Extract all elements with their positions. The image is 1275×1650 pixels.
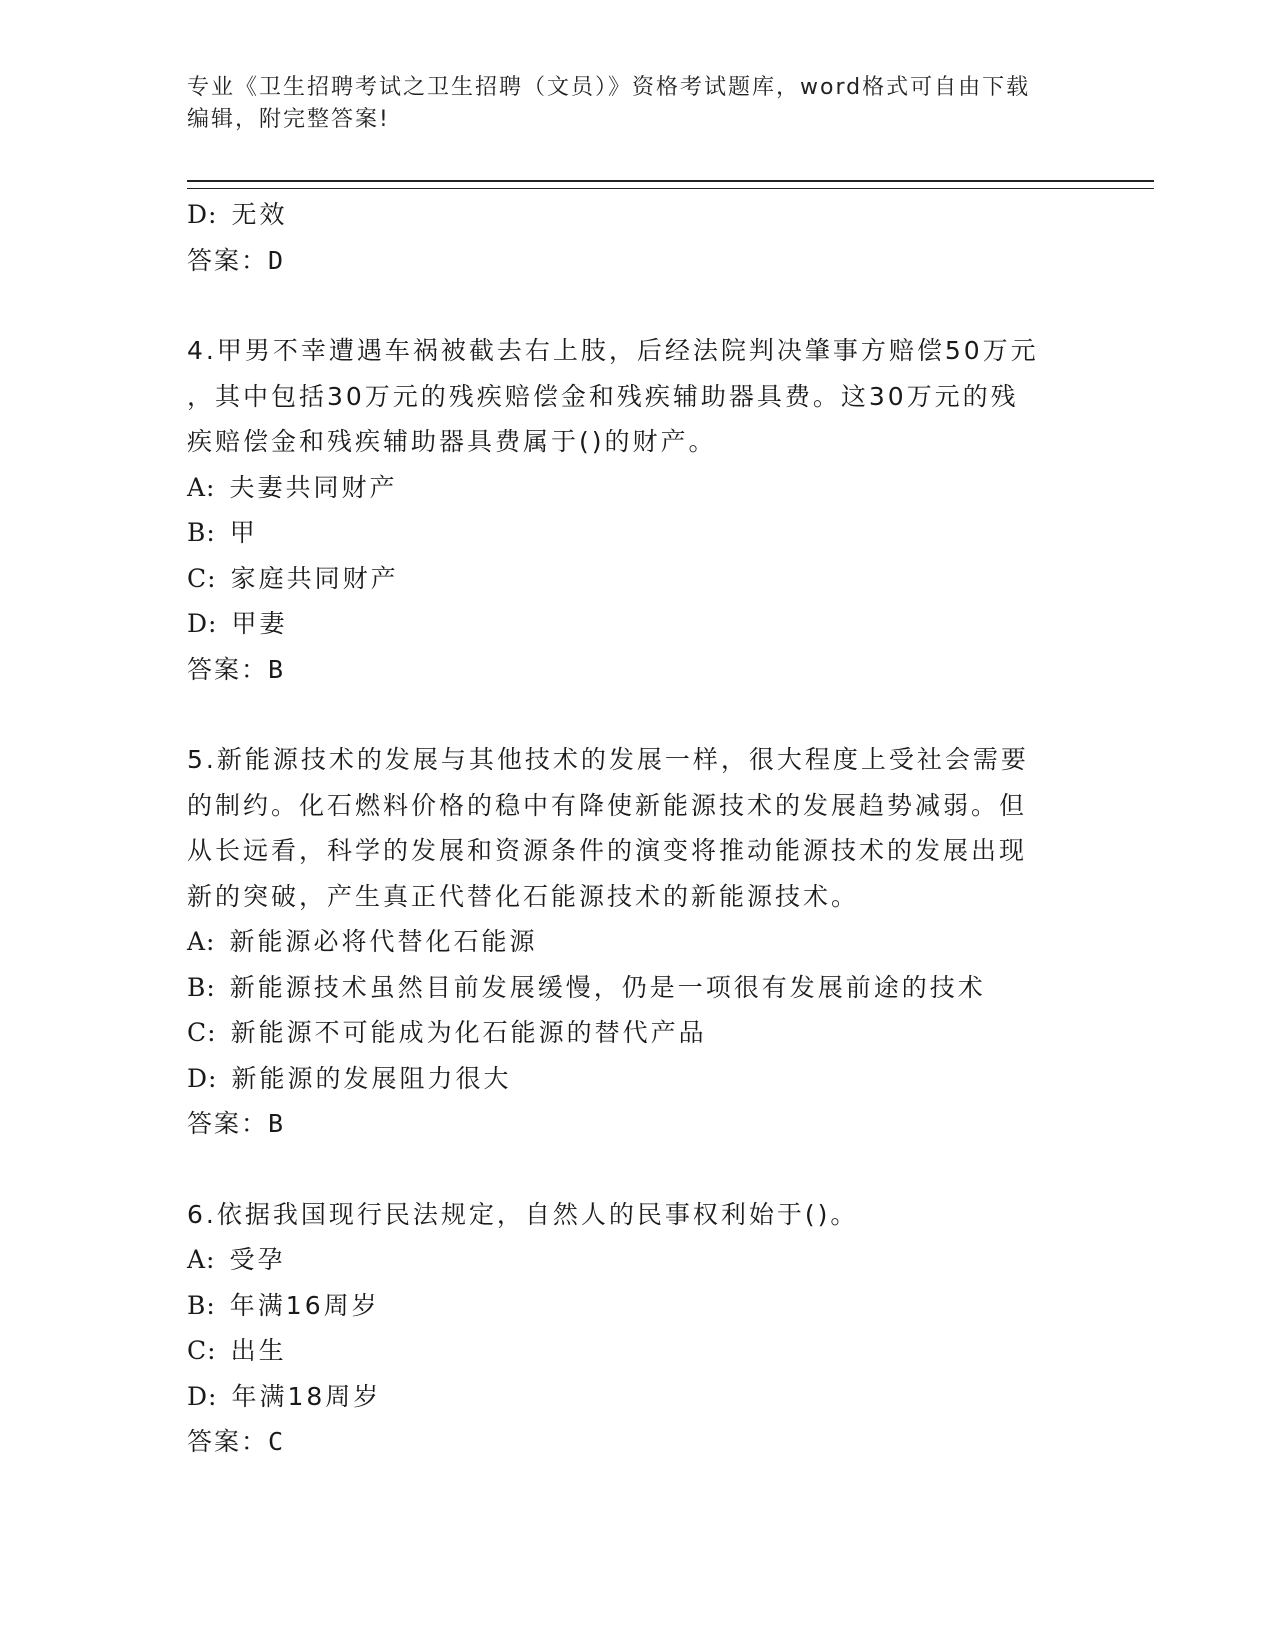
option-key: A: (187, 472, 216, 502)
option-text: 受孕 (229, 1245, 286, 1274)
option-text: 甲妻 (231, 609, 288, 638)
option-a (187, 1237, 1087, 1283)
option-d (187, 601, 1087, 647)
option-text: 夫妻共同财产 (229, 472, 398, 502)
spacer (187, 1147, 1087, 1192)
option-text: 年满16周岁 (229, 1290, 380, 1320)
option-d (187, 1056, 1087, 1102)
option-a (187, 465, 1087, 511)
option-text: 出生 (230, 1336, 287, 1365)
header-line-2: 编辑，附完整答案! (187, 107, 390, 132)
option-b (187, 510, 1087, 556)
option-d (187, 1374, 1087, 1420)
option-text: 无效 (231, 200, 288, 229)
header-line-1: 专业《卫生招聘考试之卫生招聘（文员）》资格考试题库，word格式可自由下载 (187, 75, 1031, 100)
answer-value: B (268, 654, 285, 684)
question-5 (187, 737, 1087, 1147)
question-6 (187, 1192, 1087, 1465)
option-b (187, 1283, 1087, 1329)
option-text: 新能源的发展阻力很大 (231, 1063, 512, 1093)
option-key: C: (187, 1336, 217, 1365)
header-divider (187, 180, 1154, 189)
option-a (187, 919, 1087, 965)
answer-label: 答案： (187, 654, 269, 684)
option-key: B: (187, 518, 216, 547)
option-text: 新能源必将代替化石能源 (229, 927, 538, 956)
option-c (187, 1328, 1087, 1374)
option-text: 家庭共同财产 (230, 563, 399, 593)
question-content (187, 192, 1087, 1465)
answer-value: B (268, 1109, 285, 1138)
question-text-line: 6.依据我国现行民法规定，自然人的民事权利始于()。 (187, 1199, 859, 1229)
option-c (187, 556, 1087, 602)
option-b (187, 965, 1087, 1011)
question-text-line: 从长远看，科学的发展和资源条件的演变将推动能源技术的发展出现 (187, 836, 1028, 865)
option-key: D: (187, 1381, 218, 1411)
question-text-line: 4.甲男不幸遭遇车祸被截去右上肢，后经法院判决肇事方赔偿50万元 (187, 336, 1039, 365)
option-d (187, 192, 1087, 238)
option-key: C: (187, 1018, 217, 1047)
option-text: 年满18周岁 (231, 1381, 382, 1411)
answer-line (187, 1419, 1087, 1465)
option-key: B: (187, 1290, 216, 1320)
answer-label: 答案： (187, 1427, 269, 1456)
option-key: D: (187, 1063, 218, 1093)
question-text-line: 5.新能源技术的发展与其他技术的发展一样，很大程度上受社会需要 (187, 745, 1029, 774)
option-key: A: (187, 927, 216, 956)
option-key: D: (187, 200, 218, 229)
answer-value: C (268, 1427, 285, 1456)
answer-value: D (268, 245, 285, 275)
question-text-line: ，其中包括30万元的残疾赔偿金和残疾辅助器具费。这30万元的残 (187, 381, 1019, 411)
answer-label: 答案： (187, 245, 269, 275)
option-key: B: (187, 972, 216, 1002)
spacer (187, 692, 1087, 737)
option-key: D: (187, 609, 218, 638)
option-key: C: (187, 563, 217, 593)
document-header (187, 72, 1087, 136)
answer-line (187, 1101, 1087, 1147)
question-4 (187, 328, 1087, 692)
answer-line (187, 647, 1087, 693)
answer-label: 答案： (187, 1109, 269, 1138)
option-key: A: (187, 1245, 216, 1274)
question-text-line: 疾赔偿金和残疾辅助器具费属于()的财产。 (187, 427, 717, 456)
option-text: 甲 (229, 518, 258, 547)
option-c (187, 1010, 1087, 1056)
option-text: 新能源技术虽然目前发展缓慢，仍是一项很有发展前途的技术 (229, 972, 986, 1002)
question-text-line: 新的突破，产生真正代替化石能源技术的新能源技术。 (187, 881, 860, 911)
option-text: 新能源不可能成为化石能源的替代产品 (230, 1018, 707, 1047)
question-text-line: 的制约。化石燃料价格的稳中有降使新能源技术的发展趋势减弱。但 (187, 790, 1028, 820)
answer-line (187, 238, 1087, 284)
spacer (187, 283, 1087, 328)
